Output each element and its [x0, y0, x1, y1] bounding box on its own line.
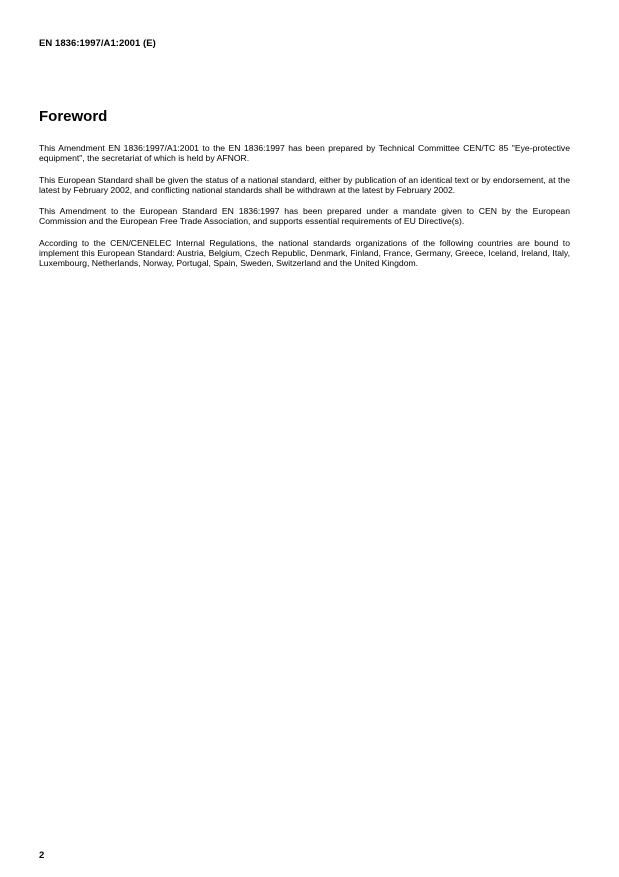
paragraph-amendment: This Amendment EN 1836:1997/A1:2001 to the EN 1836:1997 has been prepared by Technical Committee CEN/TC 85 "Eye-protective equipment", the secretariat of which is held by AFNOR.: [39, 143, 570, 164]
document-reference: EN 1836:1997/A1:2001 (E): [39, 38, 156, 49]
paragraph-status: This European Standard shall be given the status of a national standard, either by publication of an identical text or by endorsement, at the latest by February 2002, and conflicting national standards shall be withdrawn at the latest by February 2002.: [39, 174, 570, 195]
paragraph-mandate: This Amendment to the European Standard EN 1836:1997 has been prepared under a mandate given to CEN by the European Commission and the European Free Trade Association, and supports essential requirements of EU Directive(s).: [39, 206, 570, 227]
paragraph-regulations: According to the CEN/CENELEC Internal Regulations, the national standards organizations of the following countries are bound to implement this European Standard: Austria, Belgium, Czech Republic, Denmark, Finland, France, Germany, Greece, Iceland, Ireland, Italy, Luxembourg, Netherlands, Norway, Portugal, Spain, Sweden, Switzerland and the United Kingdom.: [39, 237, 570, 269]
page-number: 2: [39, 850, 45, 861]
foreword-body: [39, 143, 570, 280]
section-title: Foreword: [39, 108, 108, 125]
